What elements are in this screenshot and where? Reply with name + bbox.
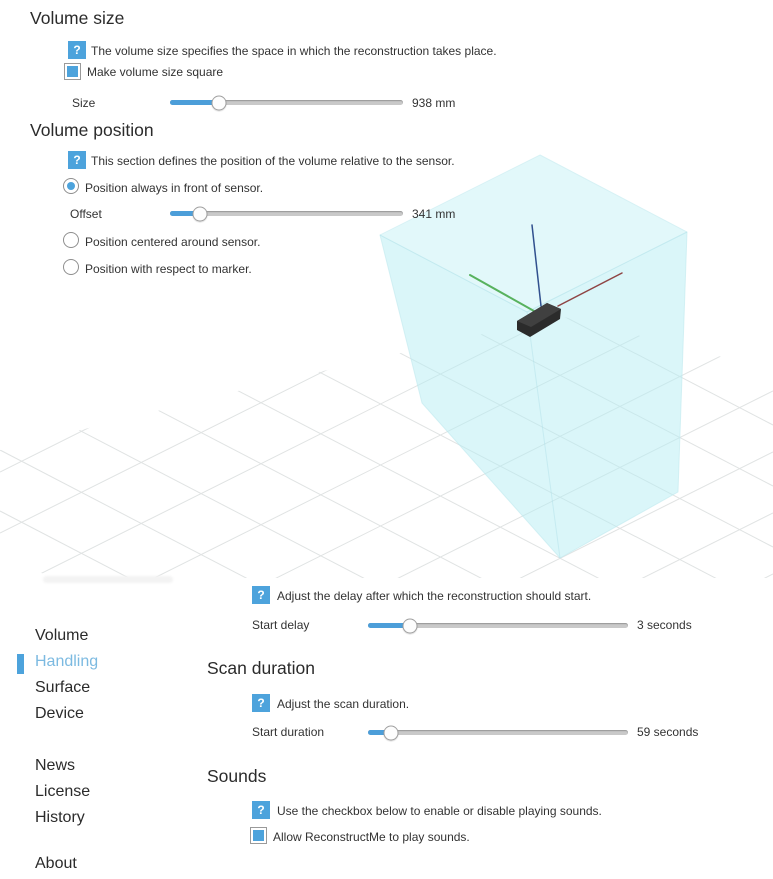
volume-position-help-text: This section defines the position of the volume relative to the sensor. <box>91 154 455 168</box>
sounds-help-text: Use the checkbox below to enable or disable playing sounds. <box>277 804 602 818</box>
start-delay-slider-value: 3 seconds <box>637 618 692 632</box>
sidebar-item-volume[interactable]: Volume <box>35 627 89 644</box>
make-volume-square-checkbox[interactable] <box>64 63 81 80</box>
help-icon: ? <box>68 151 86 169</box>
volume-size-help-text: The volume size specifies the space in which the reconstruction takes place. <box>91 44 497 58</box>
sidebar-item-surface[interactable]: Surface <box>35 679 91 696</box>
start-duration-slider-thumb[interactable] <box>384 725 399 740</box>
offset-slider-value: 341 mm <box>412 207 456 221</box>
start-delay-slider[interactable] <box>368 623 628 628</box>
help-icon: ? <box>252 694 270 712</box>
offset-slider-thumb[interactable] <box>193 206 208 221</box>
help-icon: ? <box>68 41 86 59</box>
size-slider[interactable] <box>170 100 403 105</box>
sidebar-item-license[interactable]: License <box>35 783 91 800</box>
start-duration-slider-label: Start duration <box>252 725 325 739</box>
allow-sounds-checkbox[interactable] <box>250 827 267 844</box>
radio-position-front-label: Position always in front of sensor. <box>85 181 264 195</box>
section-title-scan-duration: Scan duration <box>207 658 315 678</box>
radio-position-front[interactable] <box>63 178 79 194</box>
start-delay-slider-thumb[interactable] <box>402 618 417 633</box>
size-slider-label: Size <box>72 96 96 110</box>
sidebar-active-marker <box>17 654 24 674</box>
checkbox-checked-mark <box>67 66 78 77</box>
start-delay-slider-label: Start delay <box>252 618 310 632</box>
size-slider-value: 938 mm <box>412 96 456 110</box>
allow-sounds-label: Allow ReconstructMe to play sounds. <box>273 830 470 844</box>
section-title-volume-size: Volume size <box>30 8 125 28</box>
radio-position-marker[interactable] <box>63 259 79 275</box>
checkbox-checked-mark <box>253 830 264 841</box>
scan-duration-help-text: Adjust the scan duration. <box>277 697 410 711</box>
faded-artifact <box>43 576 173 583</box>
sidebar-item-device[interactable]: Device <box>35 705 84 722</box>
offset-slider-label: Offset <box>70 207 102 221</box>
start-delay-help-text: Adjust the delay after which the reconstruction should start. <box>277 589 592 603</box>
radio-position-centered[interactable] <box>63 232 79 248</box>
sidebar-item-history[interactable]: History <box>35 809 85 826</box>
help-icon: ? <box>252 586 270 604</box>
offset-slider[interactable] <box>170 211 403 216</box>
section-title-sounds: Sounds <box>207 766 267 786</box>
radio-position-marker-label: Position with respect to marker. <box>85 262 252 276</box>
sidebar-item-about[interactable]: About <box>35 855 77 872</box>
size-slider-thumb[interactable] <box>211 95 226 110</box>
section-title-volume-position: Volume position <box>30 120 154 140</box>
make-volume-square-label: Make volume size square <box>87 65 224 79</box>
radio-position-centered-label: Position centered around sensor. <box>85 235 261 249</box>
start-duration-slider-value: 59 seconds <box>637 725 699 739</box>
radio-selected-dot <box>67 182 75 190</box>
sidebar-item-handling[interactable]: Handling <box>35 653 99 670</box>
help-icon: ? <box>252 801 270 819</box>
start-duration-slider[interactable] <box>368 730 628 735</box>
sidebar-item-news[interactable]: News <box>35 757 76 774</box>
